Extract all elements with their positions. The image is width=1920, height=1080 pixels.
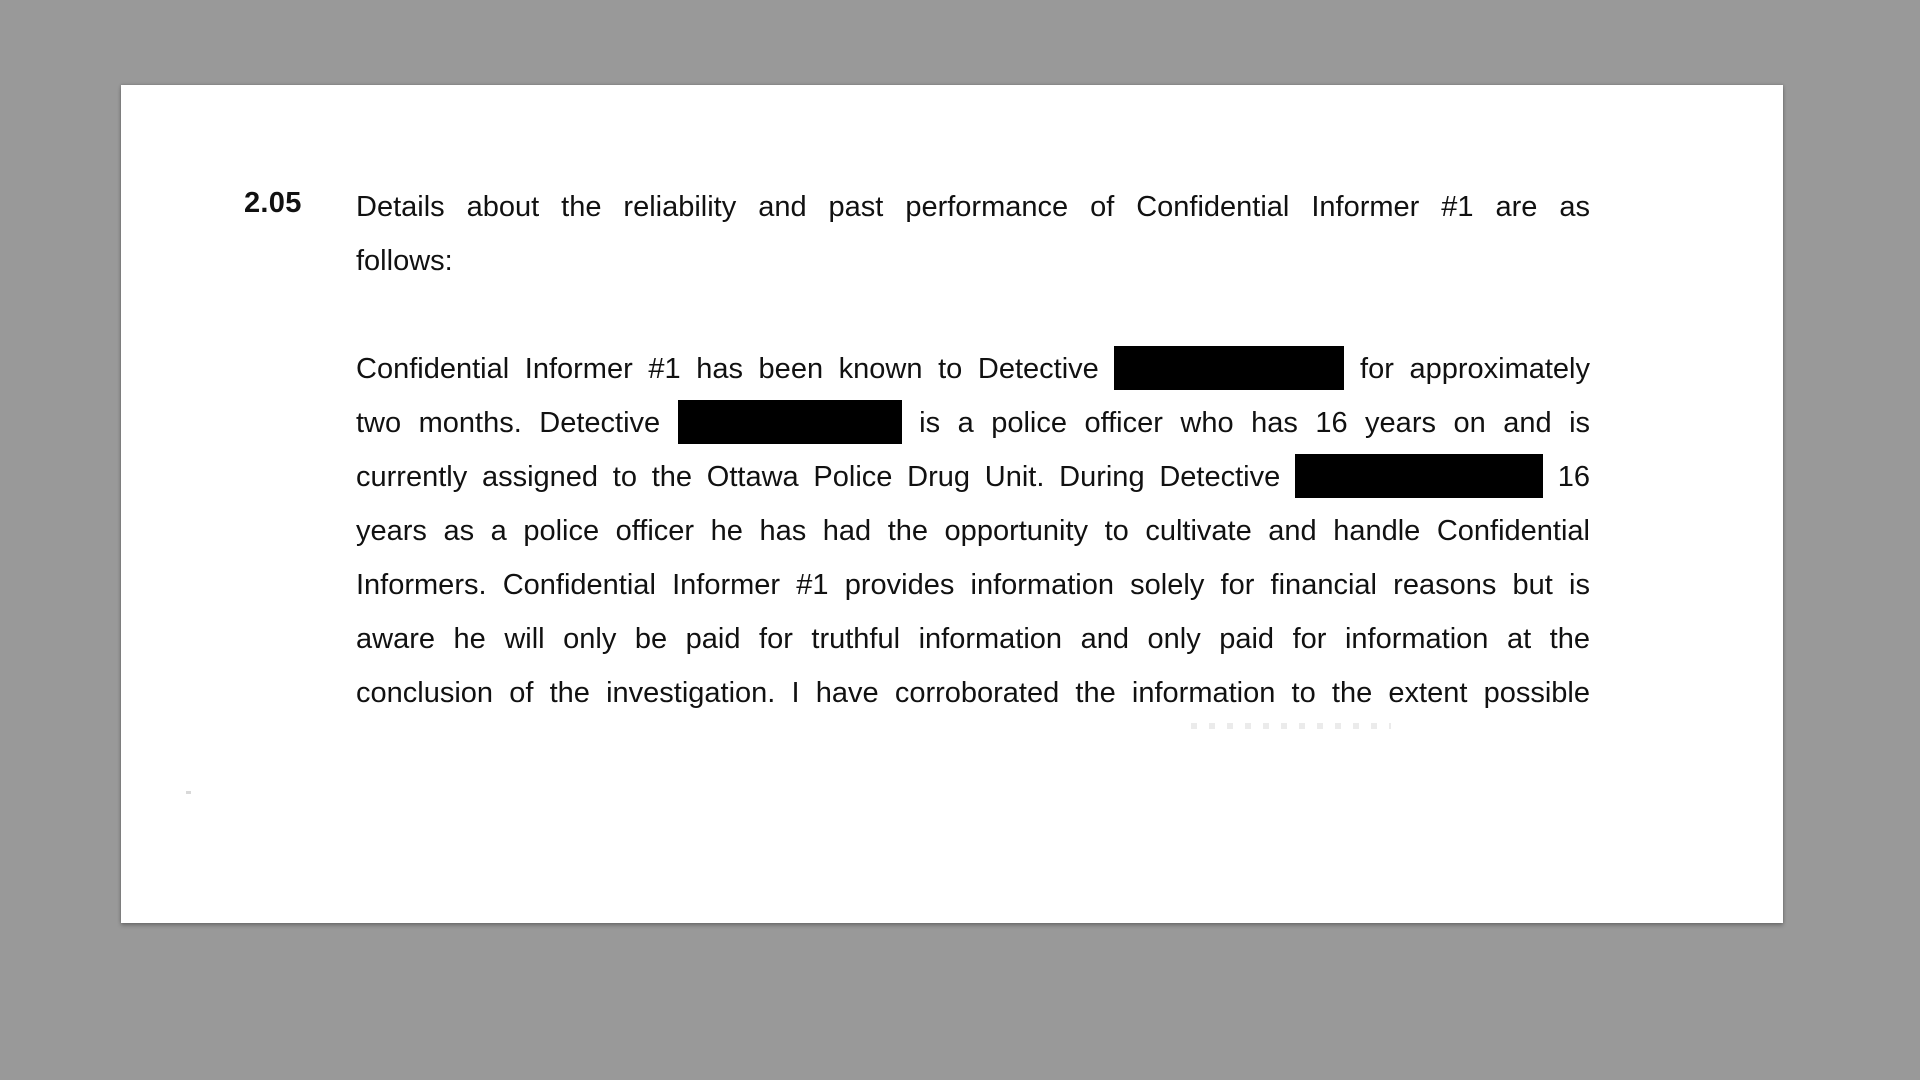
document-page [121, 85, 1783, 923]
body-line-3-text-b: 16 [1557, 461, 1590, 493]
body-line-5: Informers. Confidential Informer #1 provides information solely for financial reasons but is [356, 569, 1590, 601]
body-line-6: aware he will only be paid for truthful information and only paid for information at the [356, 623, 1590, 655]
body-line-2-text-a: two months. Detective [356, 407, 661, 439]
scan-speck [186, 791, 191, 794]
redaction-box [1295, 454, 1543, 498]
body-line-2-text-b: is a police officer who has 16 years on and is [919, 407, 1590, 439]
cut-off-text-remnant [1191, 723, 1391, 729]
body-line-7: conclusion of the investigation. I have corroborated the information to the extent possible [356, 677, 1590, 709]
body-line-1-text-b: for approximately [1360, 353, 1590, 385]
informer-details-paragraph [356, 342, 1590, 720]
body-line-3 [356, 450, 1590, 504]
redaction-box [1114, 346, 1344, 390]
body-line-2 [356, 396, 1590, 450]
body-line-4: years as a police officer he has had the opportunity to cultivate and handle Confidential [356, 515, 1590, 547]
redaction-box [678, 400, 902, 444]
body-line-1-text-a: Confidential Informer #1 has been known to Detective [356, 353, 1099, 385]
intro-line-1: Details about the reliability and past performance of Confidential Informer #1 are as [356, 191, 1590, 223]
section-number: 2.05 [244, 187, 302, 219]
body-line-1 [356, 342, 1590, 396]
intro-line-2: follows: [356, 245, 453, 277]
section-intro-paragraph [356, 180, 1590, 288]
body-line-3-text-a: currently assigned to the Ottawa Police Drug Unit. During Detective [356, 461, 1281, 493]
